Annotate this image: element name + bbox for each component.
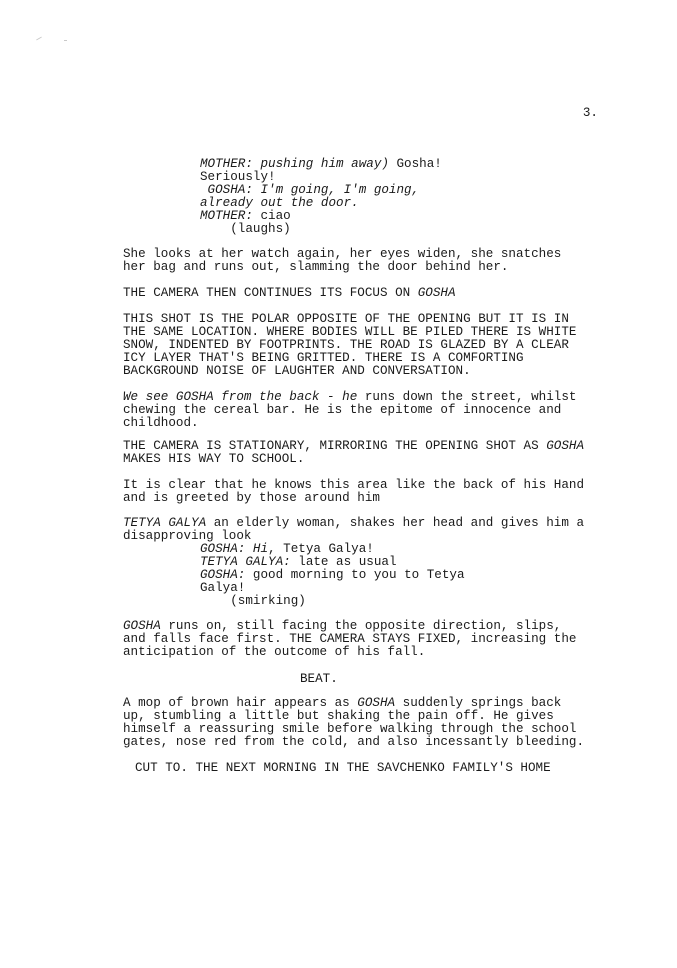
text: A mop of brown hair appears as <box>123 696 358 710</box>
text: THE CAMERA IS STATIONARY, MIRRORING THE OPENING SHOT AS <box>123 439 547 453</box>
text: and falls face first. THE CAMERA STAYS FIXED, increasing the <box>123 632 577 646</box>
italic-text: already out the door. <box>200 196 359 210</box>
text: , Tetya Galya! <box>268 542 374 556</box>
text: runs on, still facing the opposite direction, slips, <box>160 619 562 633</box>
text: Galya! <box>200 581 246 595</box>
text: himself a reassuring smile before walking through the school <box>123 722 577 736</box>
text: childhood. <box>123 416 199 430</box>
text: disapproving look <box>123 529 252 543</box>
italic-text: GOSHA <box>123 619 161 633</box>
script-line <box>123 646 425 659</box>
text: runs down the street, whilst <box>357 390 577 404</box>
text: BACKGROUND NOISE OF LAUGHTER AND CONVERSATION. <box>123 364 471 378</box>
italic-text: TETYA GALYA: <box>200 555 291 569</box>
text: and is greeted by those around him <box>123 491 380 505</box>
italic-text: We see GOSHA from the back - he <box>123 390 358 404</box>
text: good morning to you to Tetya <box>245 568 465 582</box>
script-line <box>200 595 306 608</box>
italic-text: GOSHA <box>546 439 585 453</box>
script-line <box>123 453 304 466</box>
italic-text: GOSHA <box>357 696 396 710</box>
text: She looks at her watch again, her eyes widen, she snatches <box>123 247 562 261</box>
text: ICY LAYER THAT'S BEING GRITTED. THERE IS A COMFORTING <box>123 351 524 365</box>
script-line <box>123 417 199 430</box>
script-line <box>123 261 508 274</box>
scan-speck <box>36 37 42 41</box>
script-line <box>123 736 584 749</box>
text: up, stumbling a little but shaking the pain off. He gives <box>123 709 554 723</box>
text: It is clear that he knows this area like the back of his Hand <box>123 478 585 492</box>
text: gates, nose red from the cold, and also incessantly bleeding. <box>123 735 585 749</box>
text: suddenly springs back <box>395 696 562 710</box>
italic-text: MOTHER: pushing him away) <box>200 157 389 171</box>
text: THE CAMERA THEN CONTINUES ITS FOCUS ON <box>123 286 418 300</box>
text: ciao <box>252 209 291 223</box>
text: her bag and runs out, slamming the door behind her. <box>123 260 509 274</box>
italic-text: TETYA GALYA <box>123 516 207 530</box>
script-line <box>123 365 471 378</box>
text: an elderly woman, shakes her head and gives him a <box>206 516 585 530</box>
italic-text: GOSHA: I'm going, I'm going, <box>200 183 420 197</box>
scan-speck <box>64 40 67 41</box>
text: late as usual <box>290 555 397 569</box>
text: anticipation of the outcome of his fall. <box>123 645 426 659</box>
transition-cut-to: CUT TO. THE NEXT MORNING IN THE SAVCHENKO FAMILY'S HOME <box>135 761 551 775</box>
text: THIS SHOT IS THE POLAR OPPOSITE OF THE OPENING BUT IT IS IN <box>123 312 569 326</box>
script-line <box>123 287 456 300</box>
text: Gosha! <box>388 157 442 171</box>
text: Seriously! <box>200 170 276 184</box>
text: (smirking) <box>200 594 306 608</box>
text: chewing the cereal bar. He is the epitome of innocence and <box>123 403 562 417</box>
beat-direction: BEAT. <box>300 672 338 686</box>
italic-text: GOSHA: Hi <box>200 542 269 556</box>
italic-text: MOTHER: <box>200 209 253 223</box>
page-number: 3. <box>582 106 598 120</box>
italic-text: GOSHA: <box>200 568 246 582</box>
script-line <box>123 492 380 505</box>
text: (laughs) <box>200 222 291 236</box>
italic-text: GOSHA <box>417 286 456 300</box>
script-line <box>200 223 291 236</box>
text: SNOW, INDENTED BY FOOTPRINTS. THE ROAD IS GLAZED BY A CLEAR <box>123 338 569 352</box>
text: THE SAME LOCATION. WHERE BODIES WILL BE PILED THERE IS WHITE <box>123 325 577 339</box>
text: MAKES HIS WAY TO SCHOOL. <box>123 452 305 466</box>
